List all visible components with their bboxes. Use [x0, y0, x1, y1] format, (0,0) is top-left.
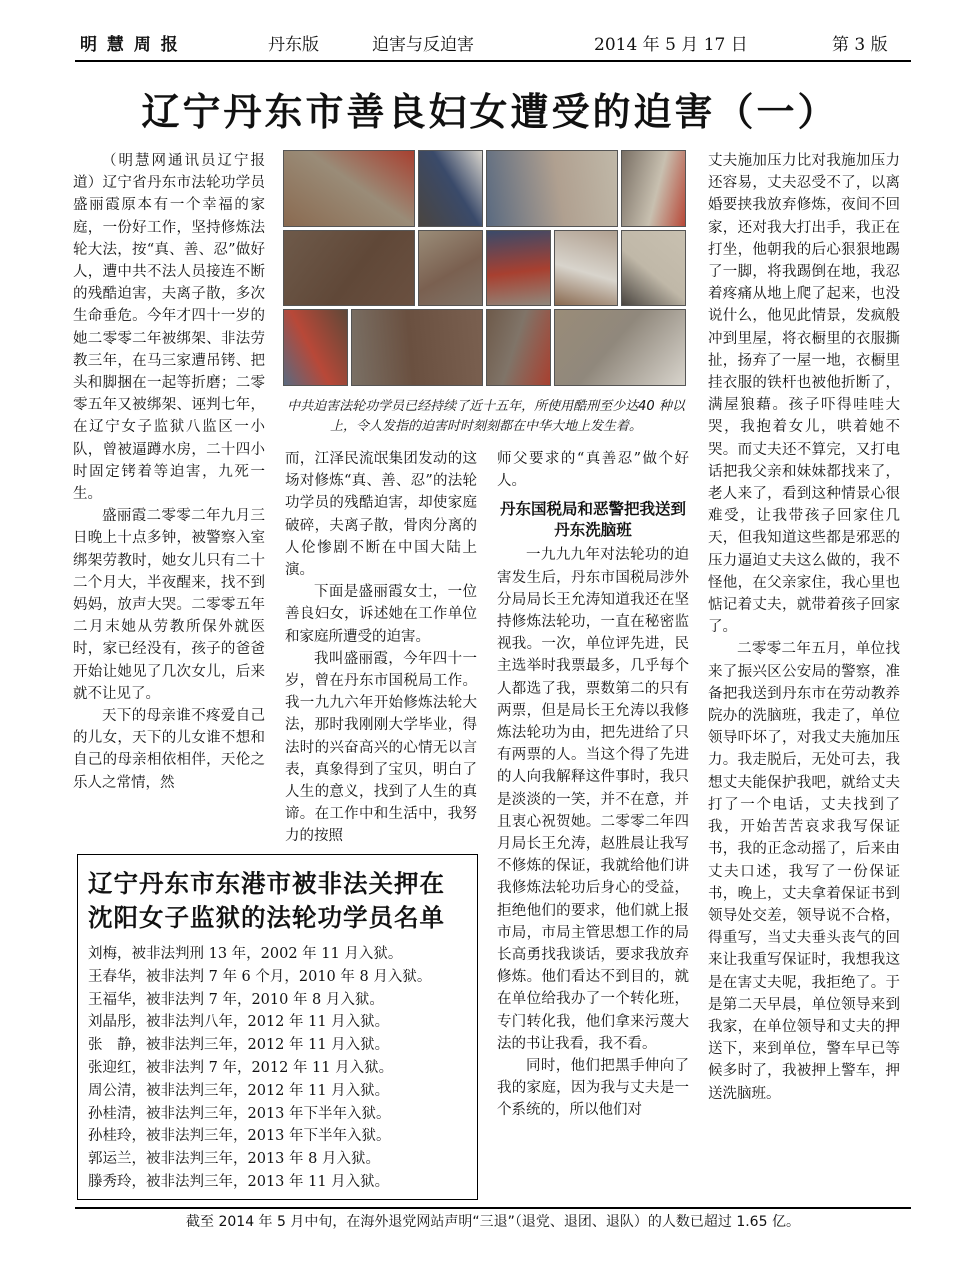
footer-notice: 截至 2014 年 5 月中旬，在海外退党网站声明“三退”（退党、退团、退队）的人数已超过 1.65 亿。 [186, 1214, 800, 1230]
article-column-1 [73, 150, 265, 850]
collage-photo [283, 309, 348, 386]
prisoner-list-item: 刘晶彤，被非法判八年，2012 年 11 月入狱。 [88, 1014, 390, 1031]
article-paragraph: 丈夫施加压力比对我施加压力还容易，丈夫忍受不了，以离婚要挟我放弃修炼，夜间不回家，还对我大打出手，我正在打坐，他朝我的后心狠狠地踢了一脚，将我踢倒在地，我忍着疼痛从地上爬了起来，也没说什么，他见此情景，发疯般冲到里屋，将衣橱里的衣服撕扯，扬弃了一屋一地，衣橱里挂衣服的铁杆也被他折断了，满屋狼藉。孩子吓得哇哇大哭，我抱着女儿，哄着她不哭。而丈夫还不算完，又打电话把我父亲和妹妹都找来了，老人来了，看到这种情景心很难受，让我带孩子回家住几天，但我知道这些都是邪恶的压力逼迫丈夫这么做的，我不怪他，在父亲家住，我心里也惦记着丈夫，就带着孩子回家了。 [708, 153, 900, 636]
article-paragraph: 而，江泽民流氓集团发动的这场对修炼“真、善、忍”的法轮功学员的残酷迫害，却使家庭破碎，夫离子散，骨肉分离的人伦惨剧不断在中国大陆上演。 [285, 451, 477, 579]
section-heading: 丹东国税局和恶警把我送到丹东洗脑班 [499, 499, 686, 540]
article-column-3 [497, 448, 689, 1204]
header-divider [75, 60, 911, 62]
collage-photo [486, 309, 551, 386]
page-title: 辽宁丹东市善良妇女遭受的迫害（一） [141, 89, 839, 134]
collage-photo [351, 309, 483, 386]
article-paragraph: （明慧网通讯员辽宁报道）辽宁省丹东市法轮功学员盛丽霞原本有一个幸福的家庭，一份好工作，坚持修炼法轮大法，按“真、善、忍”做好人，遭中共不法人员接连不断的残酷迫害，夫离子散，多次生命垂危。今年才四十一岁的她二零零二年被绑架、非法劳教三年，在马三家遭吊铐、把头和脚捆在一起等折磨；二零零五年又被绑架、诬判七年，在辽宁女子监狱八监区一小队，曾被逼蹲水房，二十四小时固定铐着等迫害，九死一生。 [73, 153, 265, 503]
prisoner-list-item: 滕秀玲，被非法判三年，2013 年 11 月入狱。 [88, 1173, 390, 1190]
prisoner-list-item: 王春华，被非法判 7 年 6 个月，2010 年 8 月入狱。 [88, 968, 432, 985]
collage-photo [621, 230, 686, 307]
prisoner-list-item: 周公清，被非法判三年，2012 年 11 月入狱。 [88, 1082, 390, 1099]
prisoner-list-item: 刘梅，被非法判刑 13 年，2002 年 11 月入狱。 [88, 946, 403, 962]
article-paragraph: 同时，他们把黑手伸向了我的家庭，因为我与丈夫是一个系统的，所以他们对 [497, 1058, 689, 1119]
prisoner-list-item: 孙桂清，被非法判三年，2013 年下半年入狱。 [88, 1105, 391, 1122]
page-number: 第 3 版 [832, 35, 888, 55]
prisoner-list-title [88, 867, 477, 935]
torture-photo-collage [283, 150, 686, 386]
collage-photo [486, 150, 618, 227]
article-paragraph: 盛丽霞二零零二年九月三日晚上十点多钟，被警察入室绑架劳教时，她女儿只有二十二个月大，半夜醒来，找不到妈妈，放声大哭。二零零五年二月末她从劳教所保外就医时，家已经没有，孩子的爸爸开始让她见了几次女儿，后来就不让见了。 [73, 508, 265, 702]
prisoner-list-item: 郭运兰，被非法判三年，2013 年 8 月入狱。 [88, 1151, 380, 1168]
collage-photo [418, 230, 483, 307]
article-paragraph: 二零零二年五月，单位找来了振兴区公安局的警察，准备把我送到丹东市在劳动教养院办的洗脑班，我走了，单位领导吓坏了，对我丈夫施加压力。我走脱后，无处可去，我想丈夫能保护我吧，就给丈夫打了一个电话，丈夫找到了我，开始苦苦哀求我写保证书，我的正念动摇了，后来由丈夫口述，我写了一份保证书，晚上，丈夫拿着保证书到领导处交差，领导说不合格，得重写，当丈夫垂头丧气的回来让我重写保证时，我想我这是在害丈夫呢，我拒绝了。于是第二天早晨，单位领导来到我家，在单位领导和丈夫的押送下，来到单位，警车早已等候多时了，我被押上警车，押送洗脑班。 [708, 641, 900, 1102]
collage-photo [554, 309, 686, 386]
prisoner-list-title-line: 沈阳女子监狱的法轮功学员名单 [88, 903, 445, 932]
prisoner-list-item: 张 静，被非法判三年，2012 年 11 月入狱。 [88, 1037, 390, 1054]
prisoner-list-item: 孙桂玲，被非法判三年，2013 年下半年入狱。 [88, 1128, 391, 1145]
collage-photo [486, 230, 551, 307]
article-column-2 [285, 448, 477, 848]
collage-photo [283, 150, 415, 227]
issue-date: 2014 年 5 月 17 日 [594, 35, 748, 55]
prisoner-list [78, 943, 477, 1194]
article-column-4 [708, 150, 900, 1204]
article-paragraph: 我叫盛丽霞，今年四十一岁，曾在丹东市国税局工作。我一九九六年开始修炼法轮大法，那时我刚刚大学毕业，得法时的兴奋高兴的心情无以言表，真象得到了宝贝，明白了人生的意义，找到了人生的真谛。在工作中和生活中，我努力的按照 [285, 650, 477, 845]
article-paragraph: 一九九九年对法轮功的迫害发生后，丹东市国税局涉外分局局长王允涛知道我还在坚持修炼法轮功，一直在秘密监视我。一次，单位评先进，民主选举时我票最多，几乎每个人都选了我，票数第二的只有两票，但是局长王允涛以我修炼法轮功为由，把先进给了只有两票的人。当这个得了先进的人向我解释这件事时，我只是淡淡的一笑，并不在意，并且衷心祝贺她。二零零二年四月局长王允涛，赵胜晨让我写不修炼的保证，我就给他们讲我修炼法轮功后身心的受益，拒绝他们的要求，他们就上报市局，市局主管思想工作的局长高勇找我谈话，要求我放弃修炼。他们看达不到目的，就在单位给我办了一个转化班，专门转化我，他们拿来污蔑大法的书让我看，我不看。 [497, 547, 689, 1052]
prisoner-list-title-line: 辽宁丹东市东港市被非法关押在 [88, 869, 445, 898]
section-label: 迫害与反迫害 [372, 35, 474, 55]
prisoner-list-item: 王福华，被非法判 7 年，2010 年 8 月入狱。 [88, 991, 384, 1008]
article-paragraph: 下面是盛丽霞女士，一位善良妇女，诉述她在工作单位和家庭所遭受的迫害。 [285, 584, 477, 645]
article-paragraph: 天下的母亲谁不疼爱自己的儿女，天下的儿女谁不想和自己的母亲相依相伴，天伦之乐人之常情，然 [73, 708, 265, 791]
prisoner-list-item: 张迎红，被非法判 7 年，2012 年 11 月入狱。 [88, 1059, 394, 1076]
article-paragraph: 师父要求的“真善忍”做个好人。 [497, 451, 689, 490]
paper-name: 明 慧 周 报 [80, 35, 180, 55]
prisoner-list-box [77, 854, 478, 1200]
collage-photo [283, 230, 415, 307]
photo-caption: 中共迫害法轮功学员已经持续了近十五年，所使用酷刑至少达40 种以上，令人发指的迫害时时刻刻都在中华大地上发生着。 [287, 399, 685, 434]
footer-divider [75, 1207, 911, 1209]
collage-photo [621, 150, 686, 227]
collage-photo [418, 150, 483, 227]
collage-photo [554, 230, 619, 307]
edition-label: 丹东版 [268, 35, 319, 55]
